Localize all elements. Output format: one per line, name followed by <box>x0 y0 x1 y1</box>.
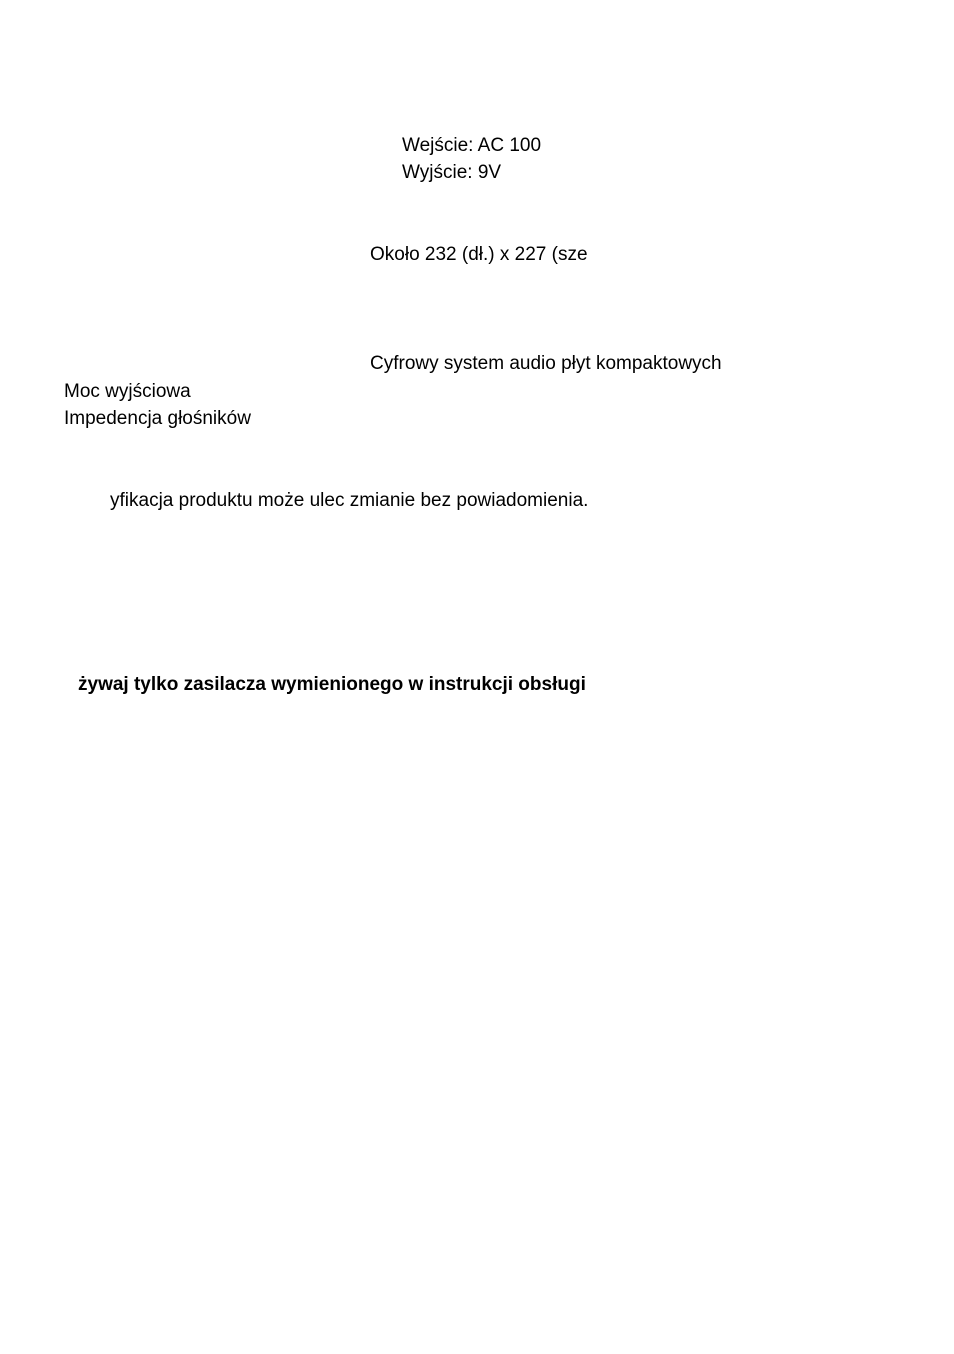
change-notice: yfikacja produktu może ulec zmianie bez powiadomienia. <box>110 490 589 511</box>
output-power-label: Moc wyjściowa <box>64 381 191 402</box>
speaker-impedance-label: Impedencja głośników <box>64 408 251 429</box>
dimensions-spec: Około 232 (dł.) x 227 (sze <box>370 244 588 265</box>
power-adapter-warning: żywaj tylko zasilacza wymienionego w instrukcji obsługi <box>78 674 586 695</box>
system-type-spec: Cyfrowy system audio płyt kompaktowych <box>370 353 722 374</box>
power-output-spec: Wyjście: 9V <box>402 162 502 183</box>
power-input-spec: Wejście: AC 100 <box>402 135 542 156</box>
